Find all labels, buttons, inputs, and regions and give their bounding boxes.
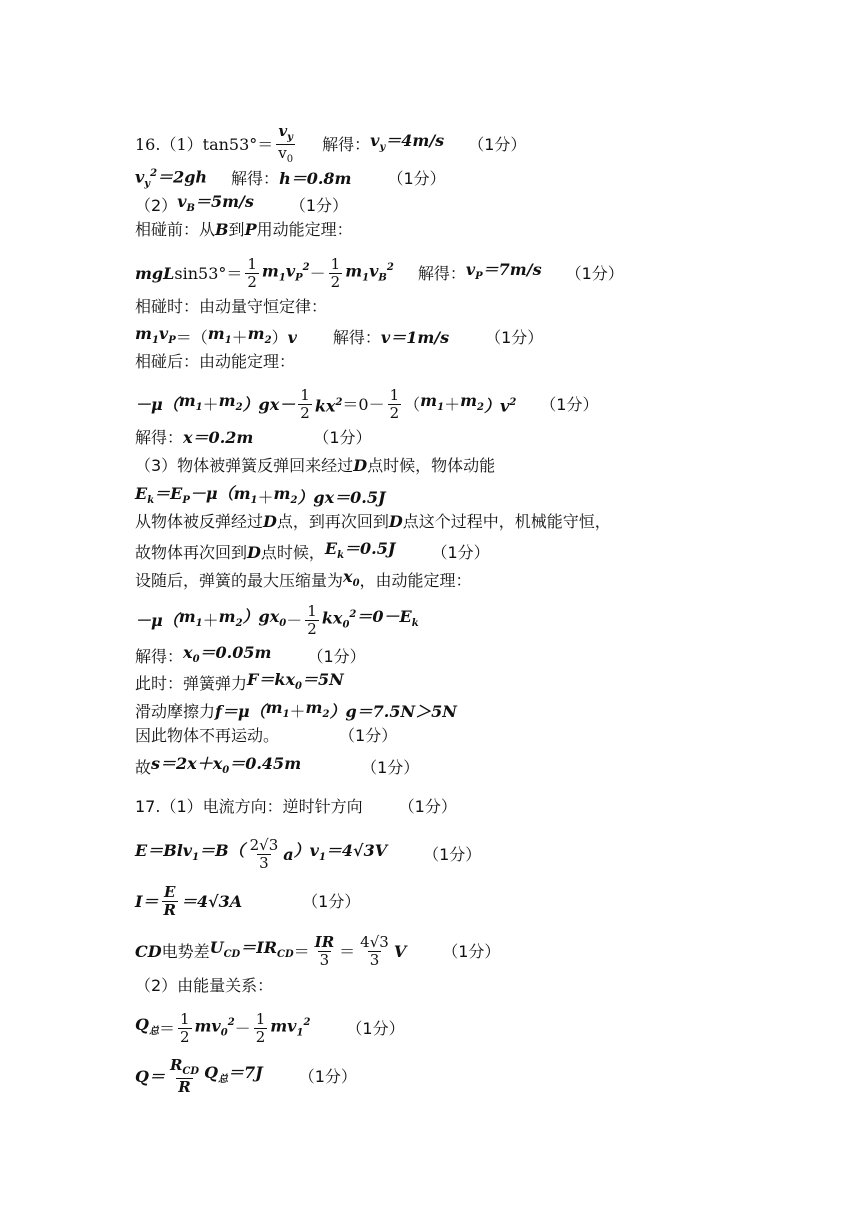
q16-line-19: 滑动摩擦力 f＝μ（ $m_1$ ＋ $m_2$ ）g＝7.5N＞5N (135, 698, 457, 721)
score: （1分） (346, 1018, 405, 1038)
fraction: $\frac{v_y}{v_0}$ (278, 122, 294, 165)
q16-line-21: 故 $s=2x+x_0=0.45m$ （1分） (135, 754, 420, 777)
q17-heading: 17.（1）电流方向：逆时针方向 (135, 797, 363, 816)
q16-line-14: 故物体再次回到 D 点时候， $E_k=0.5J$ （1分） (135, 539, 490, 562)
score: （1分） (387, 169, 446, 189)
q16-line-4: 相碰前：从 B 到 P 用动能定理： (135, 220, 353, 239)
score: （1分） (540, 394, 599, 414)
score: （1分） (339, 726, 398, 745)
q16-line-15: 设随后，弹簧的最大压缩量为 $x_0$ ，由动能定理： (135, 567, 472, 590)
q17-line-3: I＝ $\frac{E}{R}$ ＝4√3A （1分） (135, 883, 361, 919)
q17-line-7: Q＝ $\frac{R_{CD}}{R}$ $Q_总=7J$ （1分） (135, 1056, 357, 1096)
q16-line-20: 因此物体不再运动。 （1分） (135, 726, 398, 745)
q17-line-4: CD 电势差 $U_{CD}=IR_{CD}$ ＝ $\frac{IR}{3}$ ＝ $\frac{4√3}{3}$ V （1分） (135, 933, 501, 969)
q16-line-8: 相碰后：由动能定理： (135, 352, 296, 371)
q16-line-13: 从物体被反弹经过 D 点，到再次回到 D 点这个过程中，机械能守恒， (135, 512, 611, 531)
score: （1分） (468, 134, 527, 154)
q17-line-5: （2）由能量关系： (135, 976, 274, 995)
q17-line-2: E＝Blv$_1$＝B（ $\frac{2√3}{3}$ a ）$v_1=4√3V$ （1分） (135, 836, 482, 872)
q16-number: 16.（1） (135, 134, 203, 154)
score: （1分） (302, 891, 361, 911)
score: （1分） (289, 195, 349, 215)
score: （1分） (431, 542, 490, 562)
q16-line-11: （3）物体被弹簧反弹回来经过 D 点时候，物体动能 (135, 456, 496, 475)
score: （1分） (442, 941, 501, 961)
score: （1分） (307, 646, 366, 666)
q16-line-12: $E_k=E_P-\mu$（ $m_1$ ＋ $m_2$ ）gx＝0.5J (135, 484, 386, 507)
q16-line-3: （2） $v_B=5m/s$ （1分） (135, 192, 349, 215)
score: （1分） (398, 797, 457, 816)
q16-line-16: －μ（ $m_1$ ＋ $m_2$ ）$gx_0$ － $\frac{1}{2}$ $kx_0^2$ $=0-E_k$ (135, 602, 419, 638)
q17-line-1 (135, 796, 847, 818)
score: （1分） (313, 428, 372, 447)
q16-line-1: 16.（1） tan53°＝ $\frac{v_y}{v_0}$ 解得： $v_y=4m/s$ （1分） (135, 122, 527, 165)
score: （1分） (361, 757, 420, 777)
q16-line-7: $m_1v_P$ ＝（ $m_1$ ＋ $m_2$ ） v 解得： v＝1m/s （1分） (135, 324, 544, 347)
score: （1分） (485, 327, 544, 347)
q17-line-6: $Q_总$ ＝ $\frac{1}{2}$ $mv_0^2$ － $\frac{1}{2}$ $mv_1^2$ （1分） (135, 1010, 405, 1046)
score: （1分） (565, 263, 624, 283)
q16-line-18: 此时：弹簧弹力 $F=kx_0=5N$ (135, 670, 344, 693)
q16-line-2: $v_y^2=2gh$ 解得： h＝0.8m （1分） (135, 167, 446, 190)
q16-line-17: 解得： $x_0=0.05m$ （1分） (135, 643, 366, 666)
score: （1分） (298, 1066, 357, 1086)
q16-line-9: －μ（ $m_1$ ＋ $m_2$ ）gx－ $\frac{1}{2}$ $kx^2$ ＝0－ $\frac{1}{2}$ （ $m_1$ ＋ $m_2$ ）$v^2$ （1分） (135, 386, 599, 422)
q16-line-5: mgL sin53°＝ $\frac{1}{2}$ $m_1v_P^2$ － $\frac{1}{2}$ $m_1v_B^2$ 解得： $v_P=7m/s$ （1分） (135, 255, 624, 291)
q16-line-10: 解得： x＝0.2m （1分） (135, 428, 372, 447)
score: （1分） (423, 844, 482, 864)
q16-line-6: 相碰时：由动量守恒定律： (135, 297, 328, 316)
